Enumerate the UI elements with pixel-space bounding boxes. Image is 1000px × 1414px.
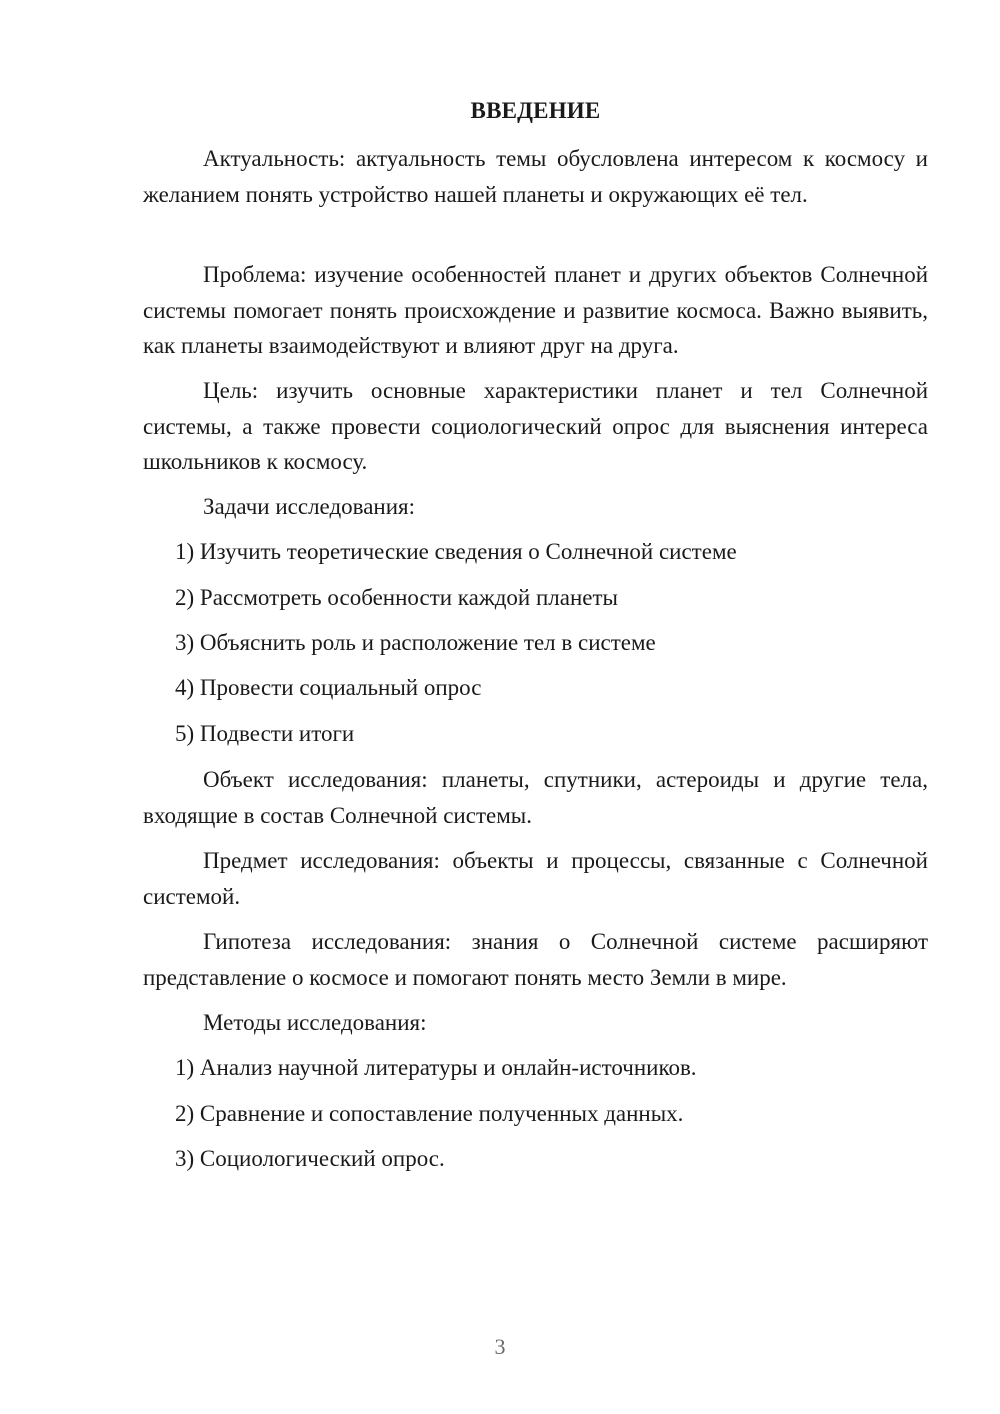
- task-item-5: 5) Подвести итоги: [175, 721, 355, 746]
- task-item-2: 2) Рассмотреть особенности каждой планеты: [175, 585, 619, 610]
- method-item-1: 1) Анализ научной литературы и онлайн-источников.: [175, 1055, 697, 1080]
- paragraph-goal: Цель: изучить основные характеристики планет и тел Солнечной системы, а также провести социологический опрос для выяснения интереса школьников к космосу.: [143, 378, 928, 474]
- paragraph-problem: Проблема: изучение особенностей планет и других объектов Солнечной системы помогает понять происхождение и развитие космоса. Важно выявить, как планеты взаимодействуют и влияют друг на друга.: [143, 262, 928, 358]
- paragraph-relevance: Актуальность: актуальность темы обусловлена интересом к космосу и желанием понять устройство нашей планеты и окружающих её тел.: [143, 146, 928, 207]
- paragraph-object: Объект исследования: планеты, спутники, астероиды и другие тела, входящие в состав Солнечной системы.: [143, 767, 928, 828]
- page-number: 3: [494, 1334, 506, 1359]
- method-item-3: 3) Социологический опрос.: [175, 1146, 445, 1171]
- paragraph-subject: Предмет исследования: объекты и процессы, связанные с Солнечной системой.: [143, 848, 928, 909]
- tasks-title: Задачи исследования:: [203, 494, 416, 519]
- section-heading: ВВЕДЕНИЕ: [470, 98, 601, 123]
- method-item-2: 2) Сравнение и сопоставление полученных данных.: [175, 1101, 684, 1126]
- task-item-4: 4) Провести социальный опрос: [175, 675, 482, 700]
- task-item-3: 3) Объяснить роль и расположение тел в системе: [175, 630, 656, 655]
- task-item-1: 1) Изучить теоретические сведения о Солнечной системе: [175, 539, 737, 564]
- methods-title: Методы исследования:: [203, 1010, 427, 1035]
- paragraph-hypothesis: Гипотеза исследования: знания о Солнечной системе расширяют представление о космосе и помогают понять место Земли в мире.: [143, 929, 928, 990]
